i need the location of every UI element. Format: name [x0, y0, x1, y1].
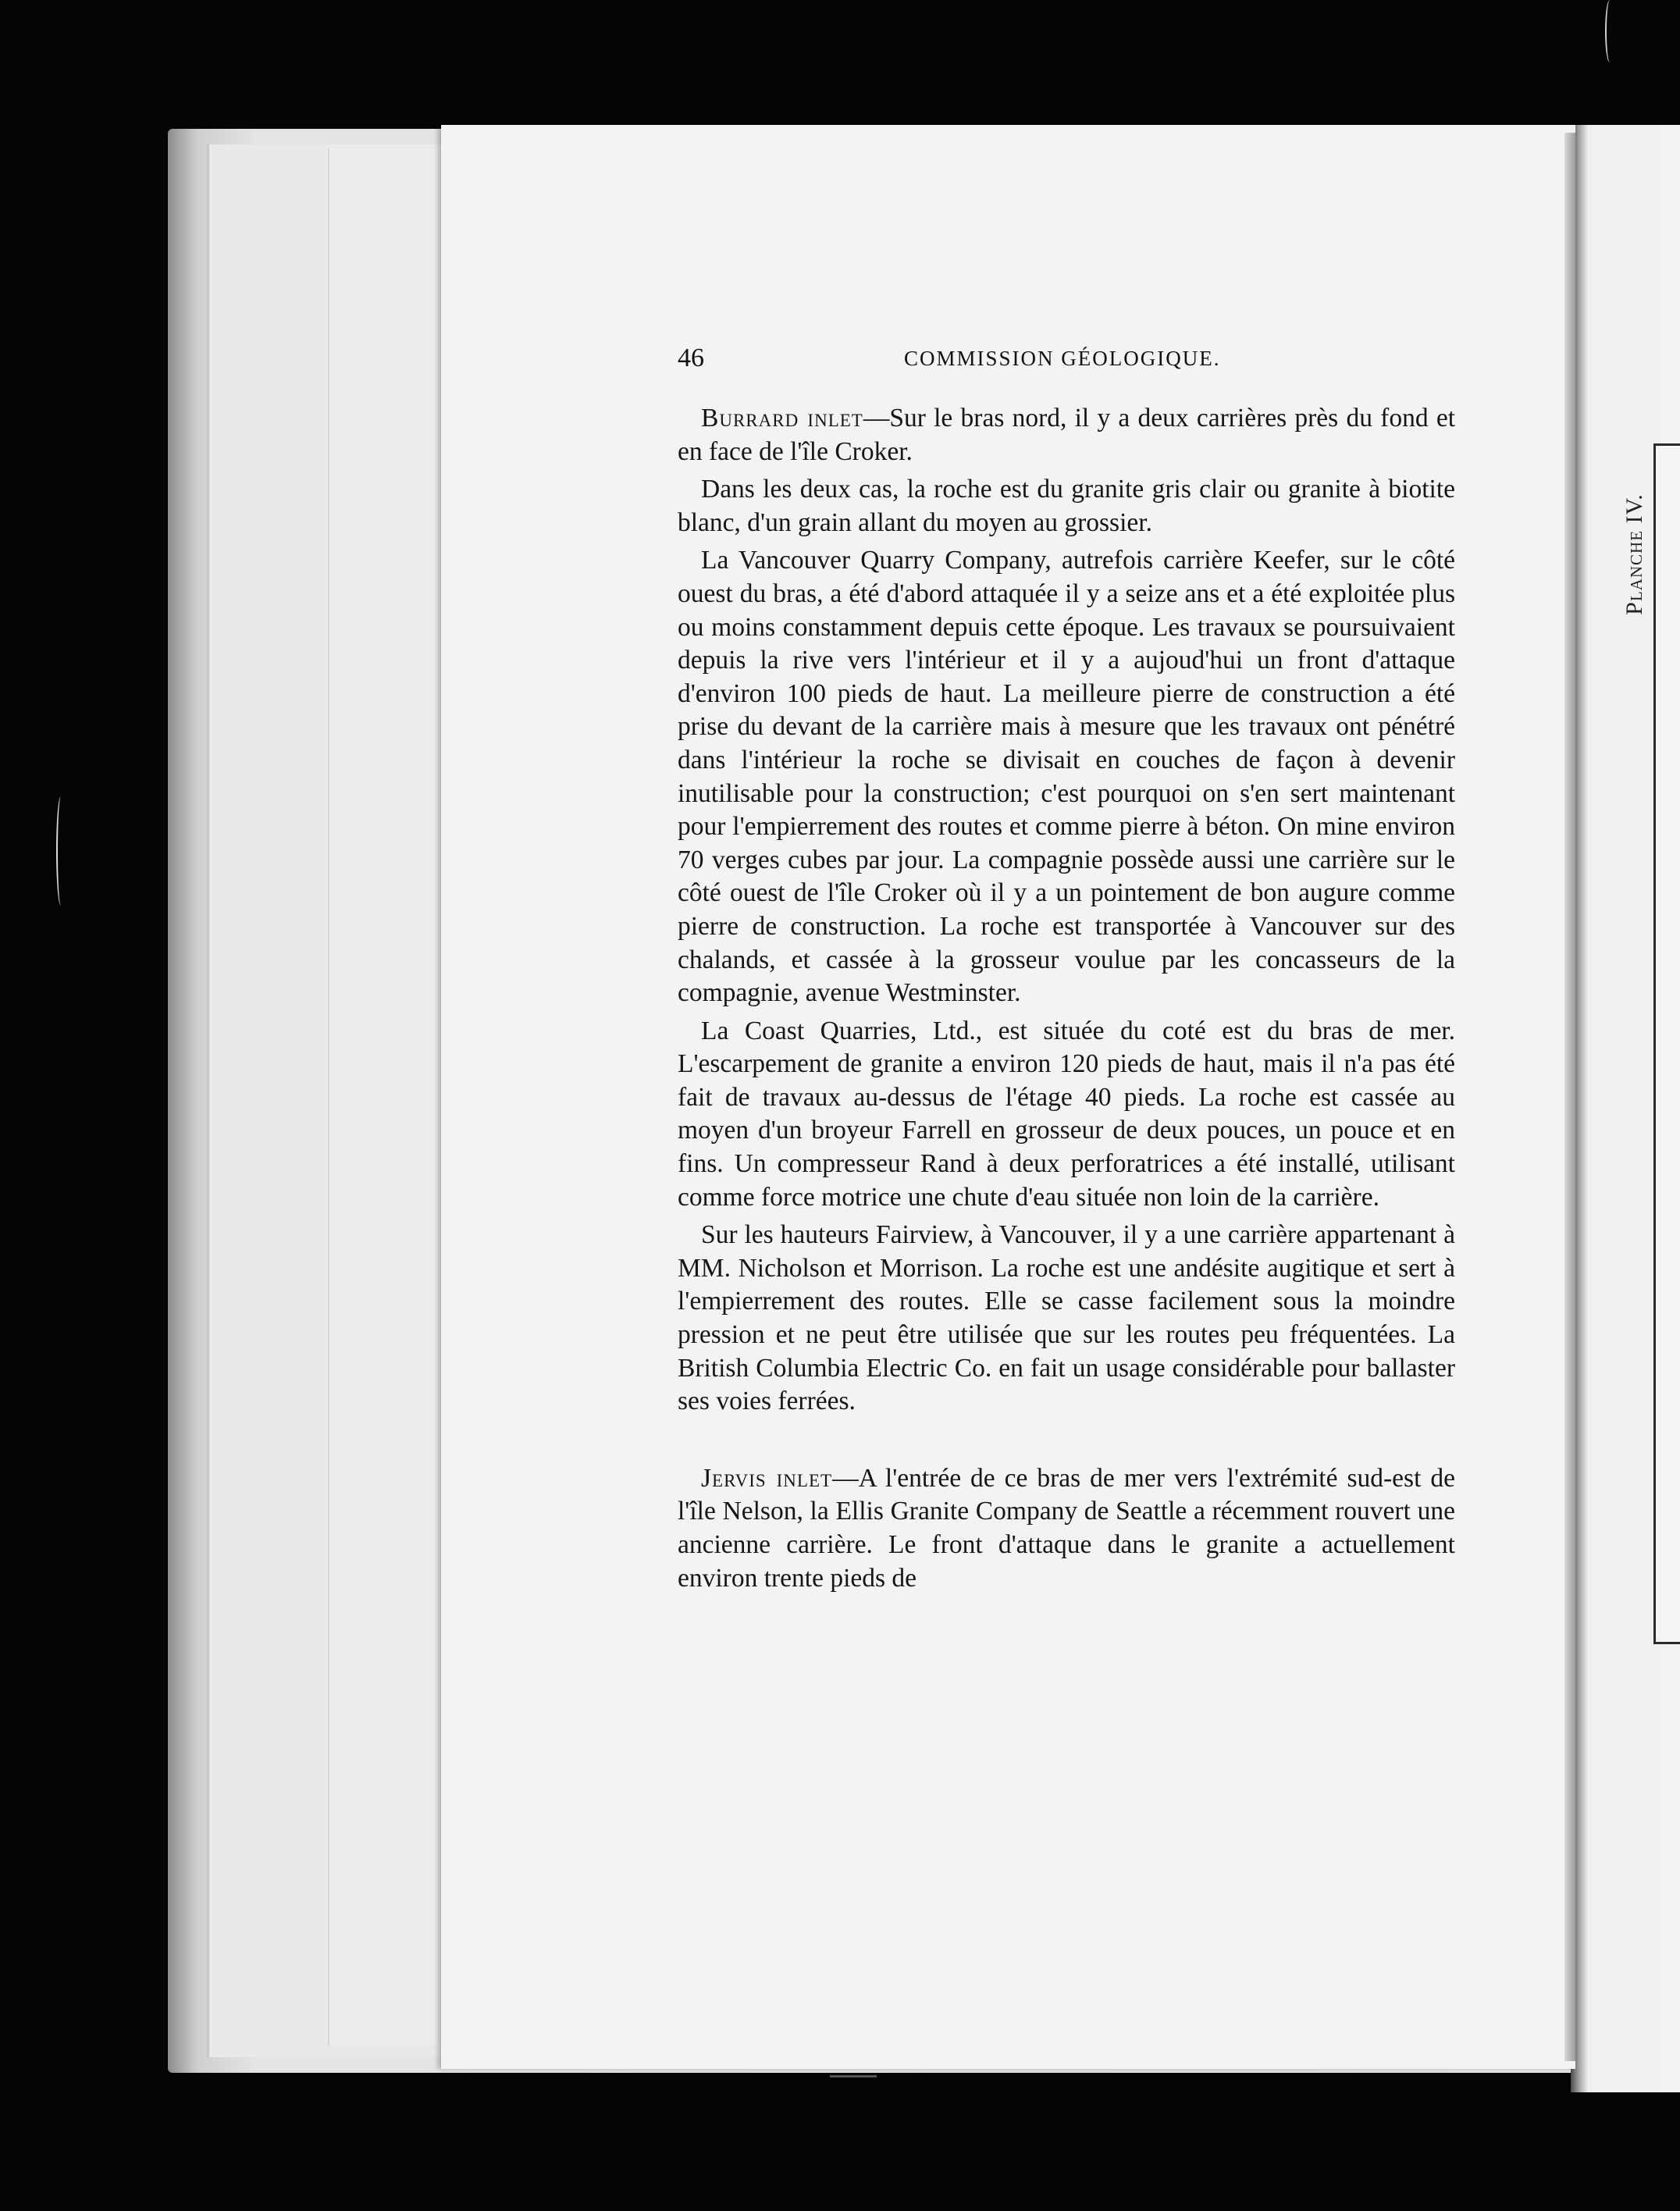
- running-head: [678, 344, 1419, 378]
- body-text: [678, 402, 1455, 1595]
- paragraph-fairview: Sur les hauteurs Fairview, à Vancouver, il y a une carrière appartenant à MM. Nicholson et Morrison. La roche est une andésite augitique et sert à l'empierrement des routes. Elle se casse facilement sous la moindre pression et ne peut être utilisée que sur les routes peu fréquentées. La British Columbia Electric Co. en fait un usage considérable pour ballaster ses voies ferrées.: [678, 1220, 1455, 1416]
- paragraph-granite: Dans les deux cas, la roche est du granite gris clair ou granite à biotite blanc, d'un grain allant du moyen au grossier.: [678, 475, 1455, 537]
- plate-label: [1611, 461, 1658, 648]
- section-lead-burrard-inlet: Burrard inlet: [701, 404, 863, 433]
- paragraph-vancouver-quarry: La Vancouver Quarry Company, autrefois carrière Keefer, sur le côté ouest du bras, a été d'abord attaquée il y a seize ans et a été exploitée plus ou moins constamment depuis cette époque. Les travaux se poursuivaient depuis la rive vers l'intérieur et il y a aujoud'hui un front d'attaque d'environ 100 pieds de haut. La meilleure pierre de construction a été prise du devant de la carrière mais à mesure que les travaux ont pénétré dans l'intérieur la roche se divisait en couches de façon à devenir inutilisable pour la construction; c'est pourquoi on s'en sert maintenant pour l'empierrement des routes et comme pierre à béton. On mine environ 70 verges cubes par jour. La compagnie possède aussi une carrière sur le côté ouest de l'île Croker où il y a un pointement de bon augure comme pierre de construction. La roche est transportée à Vancouver sur des chalands, et cassée à la grosseur voulue par les concasseurs de la compagnie, avenue Westminster.: [678, 546, 1455, 1008]
- page-edge: [1564, 133, 1575, 2061]
- bottom-mark: [830, 2075, 877, 2077]
- running-title: COMMISSION GÉOLOGIQUE.: [904, 347, 1221, 370]
- section-lead-jervis-inlet: Jervis inlet: [701, 1463, 833, 1493]
- paragraph-coast-quarries: La Coast Quarries, Ltd., est située du coté est du bras de mer. L'escarpement de granite a environ 120 pieds de haut, mais il n'a pas été fait de travaux au-dessus de l'étage 40 pieds. La roche est cassée au moyen d'un broyeur Farrell en grosseur de deux pouces, un pouce et en fins. Un compresseur Rand à deux perforatrices a été installé, utilisant comme force motrice une chute d'eau située non loin de la carrière.: [678, 1016, 1455, 1212]
- page-number: 46: [678, 344, 704, 372]
- paragraph-text: —A l'entrée de ce bras de mer vers l'extrémité sud-est de l'île Nelson, la Ellis Granite Company de Seattle a récemment rouvert une ancienne carrière. Le front d'attaque dans le granite a actuellement environ trente pieds de: [678, 1463, 1455, 1593]
- scan-hair-mark: [56, 796, 66, 906]
- scan-hair-mark: [1605, 0, 1614, 62]
- plate-label-text: Planche IV.: [1621, 493, 1647, 615]
- paragraph-text: —Sur le bras nord, il y a deux carrières près du fond et en face de l'île Croker.: [678, 404, 1455, 466]
- paragraph-burrard-inlet: [678, 402, 1455, 468]
- paragraph-jervis-inlet: [678, 1462, 1455, 1595]
